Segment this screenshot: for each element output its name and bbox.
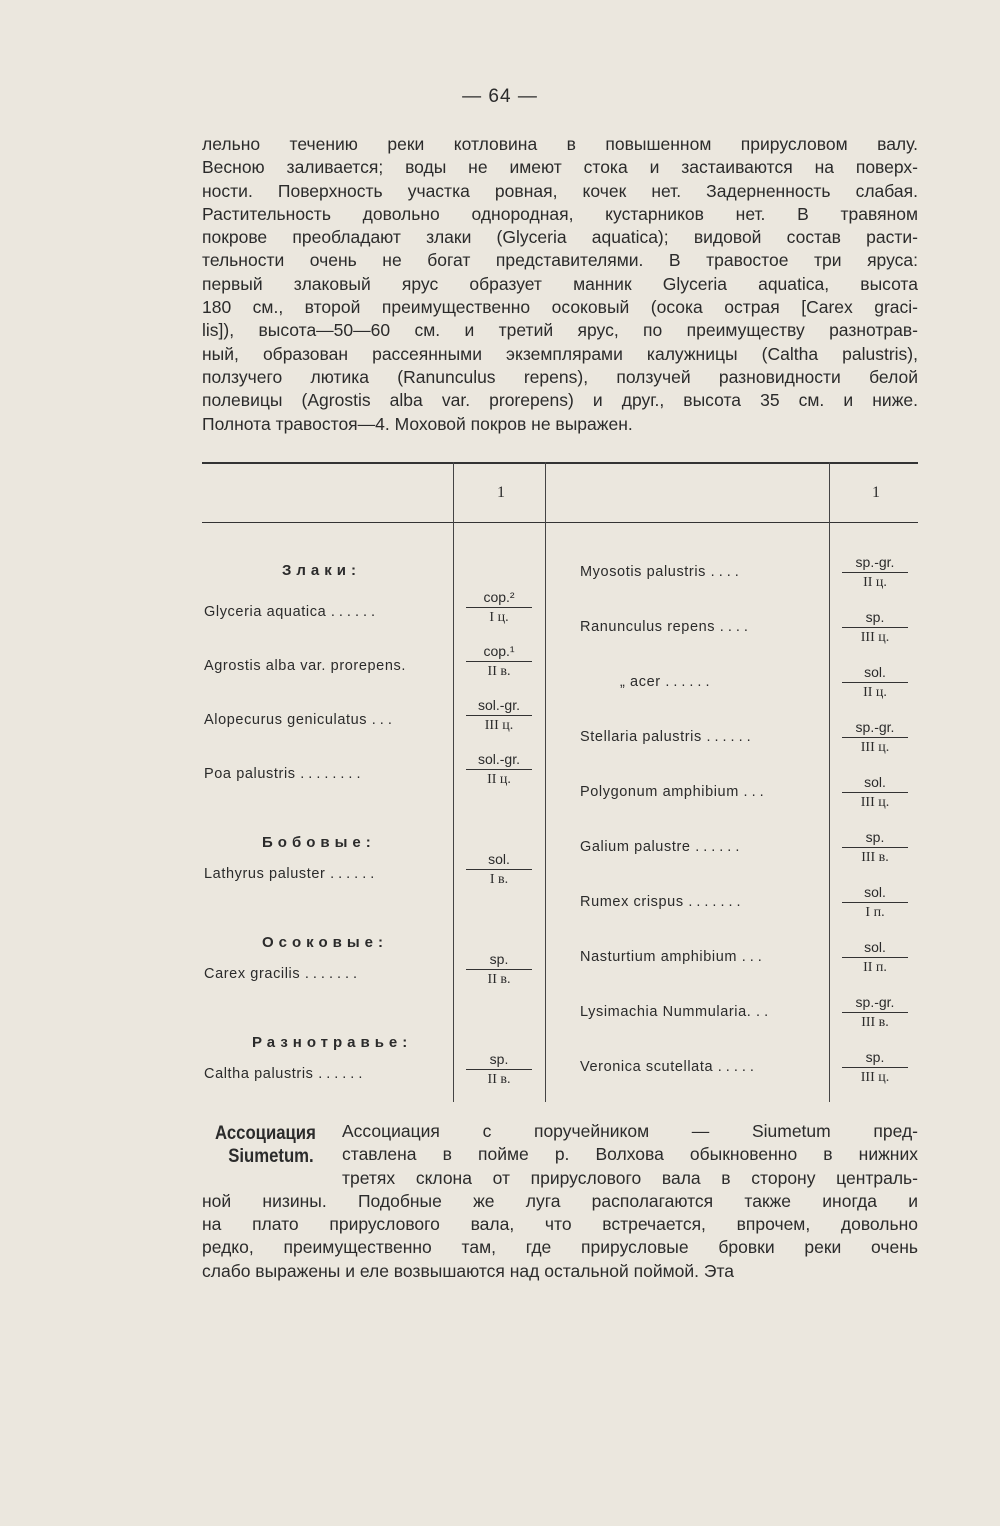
abundance-value: sol. bbox=[488, 851, 510, 867]
species-name bbox=[580, 1059, 758, 1075]
bottom-paragraph bbox=[202, 1120, 918, 1283]
table-divider-2 bbox=[545, 462, 546, 1102]
fraction-bar bbox=[842, 682, 908, 683]
species-name-text: Veronica scutellata bbox=[580, 1059, 714, 1075]
stage-value: I п. bbox=[865, 905, 885, 920]
leader-dots: ...... bbox=[330, 866, 379, 882]
stage-value: II п. bbox=[863, 960, 887, 975]
species-name bbox=[204, 966, 361, 982]
leader-dots: ...... bbox=[706, 729, 755, 745]
text-line: ный, образован рассеянными экземплярами калужницы (Caltha palustris), bbox=[202, 343, 918, 364]
species-name bbox=[580, 619, 752, 635]
species-name bbox=[580, 564, 743, 580]
table-divider-1 bbox=[453, 462, 454, 1102]
leader-dots: ...... bbox=[665, 674, 714, 690]
fraction-bar bbox=[842, 957, 908, 958]
header-left: 1 bbox=[497, 484, 505, 501]
abundance-value: sp. bbox=[865, 829, 885, 845]
abundance-value: sol. bbox=[864, 774, 886, 790]
stage-value: III ц. bbox=[860, 740, 890, 755]
text-line: ставлена в пойме р. Волхова обыкновенно в нижних bbox=[342, 1144, 918, 1165]
leader-dots: ..... bbox=[717, 1059, 758, 1075]
fraction-bar bbox=[842, 627, 908, 628]
leader-dots: ....... bbox=[304, 966, 362, 982]
group-heading: Бобовые: bbox=[262, 834, 376, 851]
species-name bbox=[580, 784, 768, 800]
text-line: редко, преимущественно там, где прирусловые бровки реки очень bbox=[202, 1237, 918, 1258]
species-name-text: „ acer bbox=[620, 674, 661, 690]
side-title-line-1: Ассоциация bbox=[215, 1123, 316, 1144]
abundance-value: sp.-gr. bbox=[855, 994, 895, 1010]
species-name bbox=[580, 839, 743, 855]
text-line: тельности очень не богат представителями. В травостое три яруса: bbox=[202, 250, 918, 271]
species-name-text: Caltha palustris bbox=[204, 1066, 314, 1082]
group-heading: Разнотравье: bbox=[252, 1034, 413, 1051]
fraction-bar bbox=[466, 969, 532, 970]
species-name-text: Agrostis alba var. prorepens. bbox=[204, 658, 406, 674]
species-name-text: Galium palustre bbox=[580, 839, 691, 855]
abundance-value: sp.-gr. bbox=[855, 554, 895, 570]
text-line: 180 см., второй преимущественно осоковый (осока острая [Carex graci- bbox=[202, 297, 918, 318]
abundance-value: sp.-gr. bbox=[855, 719, 895, 735]
species-name bbox=[204, 658, 406, 674]
leader-dots: ...... bbox=[330, 604, 380, 620]
abundance-cell bbox=[464, 642, 534, 681]
abundance-cell bbox=[840, 828, 910, 867]
stage-value: II ц. bbox=[863, 685, 887, 700]
species-name-text: Carex gracilis bbox=[204, 966, 301, 982]
text-line: Ассоциация с поручейником — Siumetum пред- bbox=[342, 1121, 918, 1141]
abundance-cell bbox=[464, 696, 534, 735]
fraction-bar bbox=[842, 792, 908, 793]
text-line: lis]), высота—50—60 см. и третий ярус, по преимуществу разнотрав- bbox=[202, 320, 918, 341]
table-header-rule bbox=[202, 522, 918, 523]
group-heading: Злаки: bbox=[282, 562, 361, 579]
abundance-cell bbox=[840, 663, 910, 702]
side-title-line-2: Siumetum. bbox=[228, 1146, 314, 1167]
species-name bbox=[204, 866, 378, 882]
abundance-cell bbox=[464, 588, 534, 627]
species-name-text: Lysimachia Nummularia. bbox=[580, 1004, 752, 1020]
table-top-rule bbox=[202, 462, 918, 464]
abundance-cell bbox=[464, 950, 534, 989]
leader-dots: .... bbox=[719, 619, 752, 635]
abundance-cell bbox=[840, 1048, 910, 1087]
text-line: ности. Поверхность участка ровная, кочек нет. Задерненность слабая. bbox=[202, 180, 918, 201]
abundance-cell bbox=[840, 608, 910, 647]
species-name bbox=[204, 1066, 366, 1082]
header-right: 1 bbox=[872, 484, 880, 501]
species-name-text: Alopecurus geniculatus bbox=[204, 712, 368, 728]
stage-value: III ц. bbox=[860, 630, 890, 645]
abundance-cell bbox=[840, 883, 910, 922]
top-paragraph bbox=[202, 133, 918, 436]
species-name-text: Nasturtium amphibium bbox=[580, 949, 738, 965]
stage-value: II в. bbox=[487, 664, 511, 679]
abundance-cell bbox=[464, 750, 534, 789]
page-number: — 64 — bbox=[462, 86, 538, 107]
stage-value: III ц. bbox=[860, 795, 890, 810]
text-line: первый злаковый ярус образует манник Glyceria aquatica, высота bbox=[202, 273, 918, 294]
abundance-value: cop.¹ bbox=[483, 643, 515, 659]
leader-dots: .... bbox=[710, 564, 743, 580]
fraction-bar bbox=[466, 661, 532, 662]
species-name bbox=[580, 949, 766, 965]
abundance-value: sol.-gr. bbox=[477, 751, 520, 767]
species-name bbox=[580, 1004, 772, 1020]
leader-dots: ... bbox=[743, 784, 768, 800]
species-name-text: Ranunculus repens bbox=[580, 619, 716, 635]
fraction-bar bbox=[842, 847, 908, 848]
leader-dots: ........ bbox=[300, 766, 365, 782]
text-line: Полнота травостоя—4. Моховой покров не выражен. bbox=[202, 413, 633, 434]
species-name bbox=[204, 766, 365, 782]
abundance-cell bbox=[840, 718, 910, 757]
species-name-text: Rumex crispus bbox=[580, 894, 684, 910]
stage-value: II в. bbox=[487, 972, 511, 987]
fraction-bar bbox=[842, 902, 908, 903]
species-table bbox=[202, 462, 918, 1102]
fraction-bar bbox=[466, 607, 532, 608]
species-name bbox=[204, 604, 379, 620]
abundance-cell bbox=[840, 773, 910, 812]
abundance-cell bbox=[840, 553, 910, 592]
abundance-value: sp. bbox=[489, 951, 509, 967]
abundance-cell bbox=[840, 938, 910, 977]
fraction-bar bbox=[466, 1069, 532, 1070]
abundance-cell bbox=[464, 850, 534, 889]
text-line: третях склона от прируслового вала в сторону централь- bbox=[342, 1167, 918, 1188]
stage-value: II ц. bbox=[487, 772, 511, 787]
fraction-bar bbox=[466, 715, 532, 716]
stage-value: I в. bbox=[489, 872, 509, 887]
species-name bbox=[204, 712, 396, 728]
fraction-bar bbox=[466, 869, 532, 870]
stage-value: II ц. bbox=[863, 575, 887, 590]
species-name bbox=[580, 894, 745, 910]
leader-dots: ... bbox=[371, 712, 396, 728]
stage-value: I ц. bbox=[489, 610, 509, 625]
species-name-text: Myosotis palustris bbox=[580, 564, 707, 580]
text-line: лельно течению реки котловина в повышенном прирусловом валу. bbox=[202, 134, 918, 154]
species-name bbox=[620, 674, 713, 690]
species-name-text: Polygonum amphibium bbox=[580, 784, 739, 800]
text-line: ной низины. Подобные же луга располагаются также иногда и bbox=[202, 1190, 918, 1211]
leader-dots: ....... bbox=[688, 894, 745, 910]
fraction-bar bbox=[842, 737, 908, 738]
text-line: полевицы (Agrostis alba var. prorepens) и друг., высота 35 см. и ниже. bbox=[202, 390, 918, 411]
group-heading: Осоковые: bbox=[262, 934, 389, 951]
abundance-value: cop.² bbox=[483, 589, 515, 605]
abundance-value: sol. bbox=[864, 664, 886, 680]
text-line: Весною заливается; воды не имеют стока и застаиваются на поверх- bbox=[202, 157, 918, 178]
leader-dots: ...... bbox=[695, 839, 744, 855]
abundance-value: sol. bbox=[864, 939, 886, 955]
text-line: покрове преобладают злаки (Glyceria aquatica); видовой состав расти- bbox=[202, 227, 918, 248]
abundance-cell bbox=[464, 1050, 534, 1089]
leader-dots: ... bbox=[741, 949, 766, 965]
text-line: на плато прируслового вала, что встречается, впрочем, довольно bbox=[202, 1214, 918, 1235]
abundance-value: sp. bbox=[865, 609, 885, 625]
stage-value: III в. bbox=[861, 850, 889, 865]
abundance-value: sol. bbox=[864, 884, 886, 900]
abundance-value: sol.-gr. bbox=[477, 697, 520, 713]
species-name-text: Glyceria aquatica bbox=[204, 604, 327, 620]
text-line: ползучего лютика (Ranunculus repens), ползучей разновидности белой bbox=[202, 366, 918, 387]
fraction-bar bbox=[842, 572, 908, 573]
leader-dots: .. bbox=[756, 1004, 773, 1020]
table-divider-3 bbox=[829, 462, 830, 1102]
species-name bbox=[580, 729, 755, 745]
species-name-text: Lathyrus paluster bbox=[204, 866, 326, 882]
fraction-bar bbox=[842, 1067, 908, 1068]
fraction-bar bbox=[466, 769, 532, 770]
abundance-value: sp. bbox=[865, 1049, 885, 1065]
leader-dots: ...... bbox=[318, 1066, 367, 1082]
stage-value: III ц. bbox=[484, 718, 514, 733]
stage-value: III ц. bbox=[860, 1070, 890, 1085]
fraction-bar bbox=[842, 1012, 908, 1013]
stage-value: III в. bbox=[861, 1015, 889, 1030]
text-line: слабо выражены и еле возвышаются над остальной поймой. Эта bbox=[202, 1260, 734, 1281]
abundance-cell bbox=[840, 993, 910, 1032]
species-name-text: Stellaria palustris bbox=[580, 729, 702, 745]
stage-value: II в. bbox=[487, 1072, 511, 1087]
text-line: Растительность довольно однородная, кустарников нет. В травяном bbox=[202, 203, 918, 224]
species-name-text: Poa palustris bbox=[204, 766, 296, 782]
abundance-value: sp. bbox=[489, 1051, 509, 1067]
